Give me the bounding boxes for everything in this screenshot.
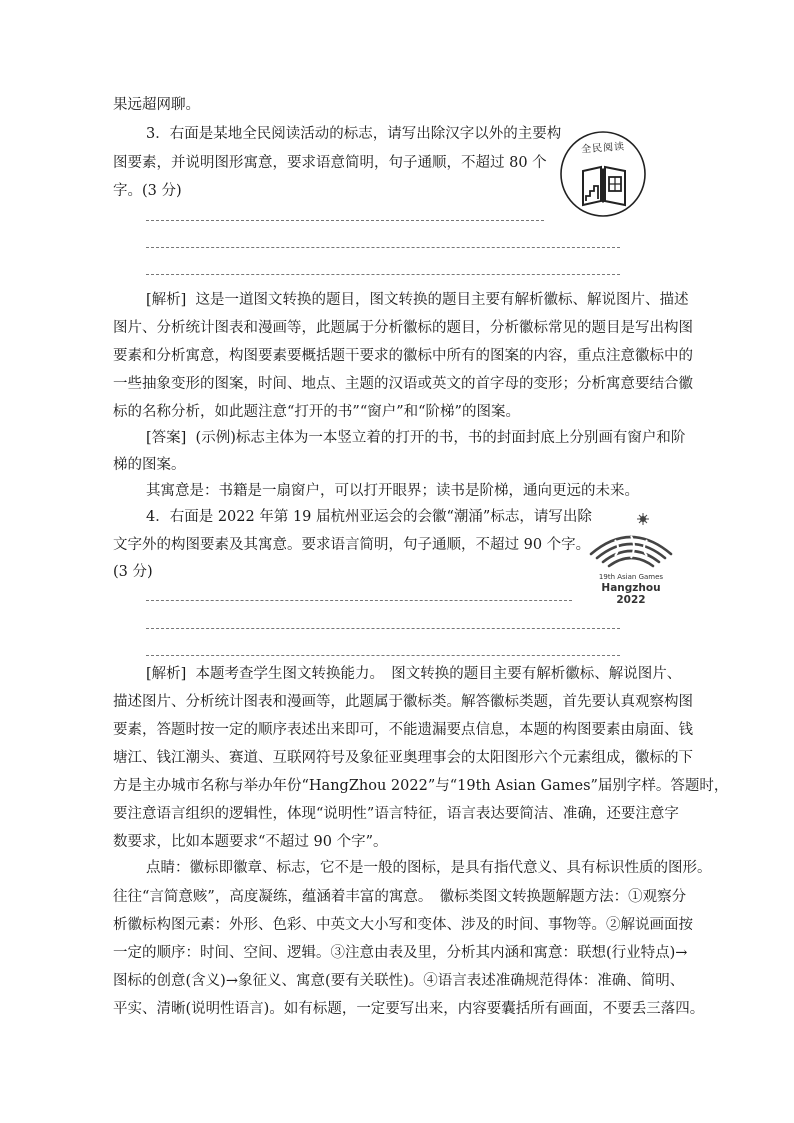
answer-label: [答案]	[146, 430, 187, 446]
analysis-line: 要素，答题时按一定的顺序表述出来即可，不能遗漏要点信息，本题的构图要素由扇面、钱	[113, 722, 693, 738]
logo-text: 全民阅读	[580, 141, 626, 156]
analysis-line: 标的名称分析，如此题注意“打开的书”“窗户”和“阶梯”的图案。	[113, 404, 520, 420]
question-3-line: 3．右面是某地全民阅读活动的标志，请写出除汉字以外的主要构	[146, 126, 562, 142]
tip-line: 平实、清晰(说明性语言)。如有标题，一定要写出来，内容要囊括所有画面，不要丢三落四。	[113, 1001, 705, 1017]
reading-logo	[559, 127, 647, 219]
analysis-text: 本题考查学生图文转换能力。 图文转换的题目主要有解析徽标、解说图片、	[195, 666, 682, 682]
analysis-line: 数要求，比如本题要求“不超过 90 个字”。	[113, 834, 388, 850]
tip-line: 图标的创意(含义)→象征义、寓意(要有关联性)。④语言表述准确规范得体：准确、简明、	[113, 973, 685, 989]
question-3-line: 字。(3 分)	[113, 183, 182, 199]
chaoyong-emblem-icon	[585, 510, 677, 572]
tip-line: 往往“言简意赅”，高度凝练，蕴涵着丰富的寓意。 徽标类图文转换题解题方法：①观察分	[113, 889, 687, 905]
analysis-line: 要素和分析寓意，构图要素要概括题干要求的徽标中所有的图案的内容，重点注意徽标中的	[113, 348, 693, 364]
answer-line[interactable]	[146, 655, 620, 656]
logo-caption: Hangzhou 2022	[601, 582, 661, 606]
analysis-line: 一些抽象变形的图案，时间、地点、主题的汉语或英文的首字母的变形；分析寓意要结合徽	[113, 376, 693, 392]
analysis-line: 塘江、钱江潮头、赛道、互联网符号及象征亚奥理事会的太阳图形六个元素组成，徽标的下	[113, 750, 693, 766]
analysis-text: 这是一道图文转换的题目，图文转换的题目主要有解析徽标、解说图片、描述	[195, 292, 689, 308]
answer-line[interactable]	[146, 600, 572, 601]
answer-line[interactable]	[146, 220, 544, 221]
analysis-line: 图片、分析统计图表和漫画等，此题属于分析徽标的题目，分析徽标常见的题目是写出构图	[113, 320, 693, 336]
answer-text-line	[146, 428, 685, 448]
tip-line: 点睛：徽标即徽章、标志，它不是一般的图标，是具有指代意义、具有标识性质的图形。	[146, 860, 712, 876]
tip-line: 一定的顺序：时间、空间、逻辑。③注意由表及里，分析其内涵和寓意：联想(行业特点)→	[113, 945, 688, 961]
answer-line[interactable]	[146, 628, 620, 629]
analysis-label: [解析]	[146, 292, 187, 308]
answer-line[interactable]	[146, 247, 620, 248]
tip-line: 析徽标构图元素：外形、色彩、中英文大小写和变体、涉及的时间、事物等。②解说画面按	[113, 917, 693, 933]
answer-text-line: 梯的图案。	[113, 457, 186, 473]
analysis-line: 方是主办城市名称与举办年份“HangZhou 2022”与“19th Asian Games”届别字样。答题时，	[113, 778, 729, 794]
answer-text: (示例)标志主体为一本竖立着的打开的书，书的封面封底上分别画有窗户和阶	[195, 430, 686, 446]
analysis-line	[146, 664, 681, 684]
analysis-line: 要注意语言组织的逻辑性，体现“说明性”语言特征，语言表达要简洁、准确，还要注意字	[113, 806, 679, 822]
text-line: 果远超网聊。	[113, 97, 200, 113]
analysis-line	[146, 290, 689, 310]
answer-text-line: 其寓意是：书籍是一扇窗户，可以打开眼界；读书是阶梯，通向更远的未来。	[146, 483, 639, 499]
question-4-line: 4．右面是 2022 年第 19 届杭州亚运会的会徽“潮涌”标志，请写出除	[146, 509, 592, 525]
analysis-line: 描述图片、分析统计图表和漫画等，此题属于徽标类。解答徽标类题，首先要认真观察构图	[113, 694, 693, 710]
logo-caption: 19th Asian Games	[598, 573, 664, 581]
analysis-label: [解析]	[146, 666, 187, 682]
question-4-line: 文字外的构图要素及其寓意。要求语言简明，句子通顺，不超过 90 个字。	[113, 537, 591, 553]
asian-games-logo	[585, 510, 677, 606]
question-4-line: (3 分)	[113, 564, 153, 580]
question-3-line: 图要素，并说明图形寓意，要求语意简明，句子通顺，不超过 80 个	[113, 155, 547, 171]
answer-line[interactable]	[146, 274, 620, 275]
